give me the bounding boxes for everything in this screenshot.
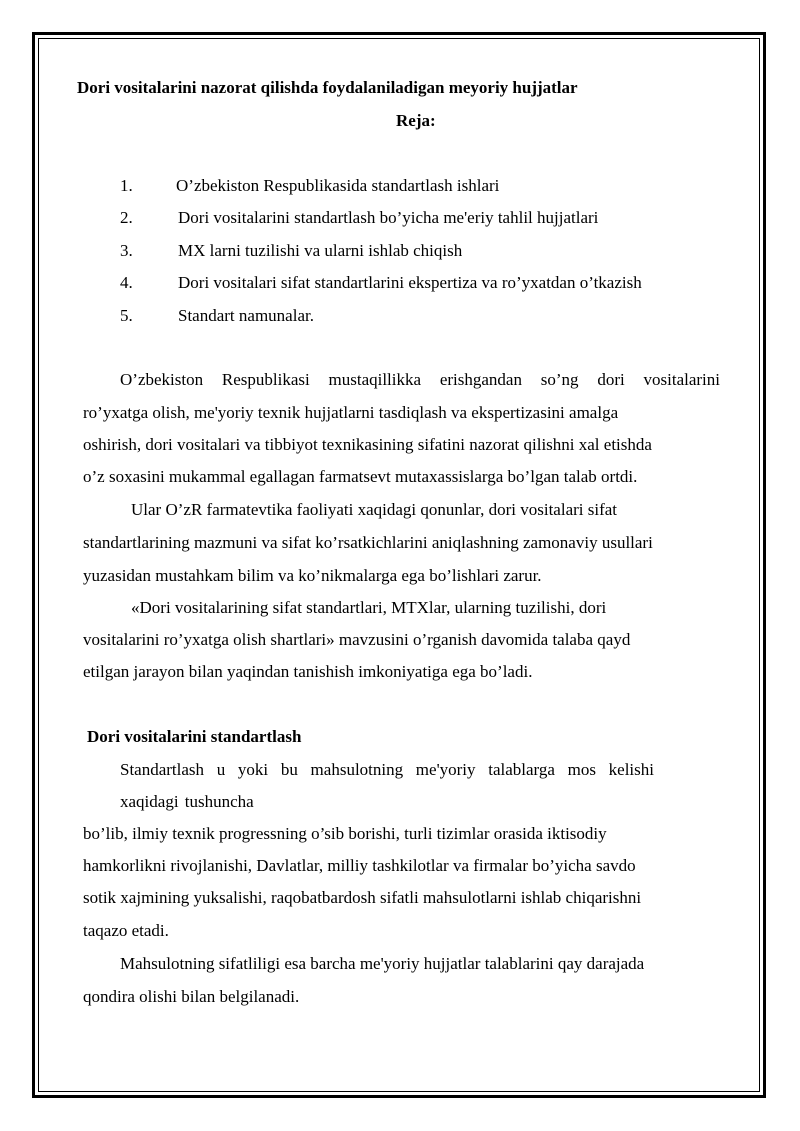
paragraph-line: standartlarining mazmuni va sifat ko’rsatkichlarini aniqlashning zamonaviy usullari — [83, 533, 653, 552]
paragraph-line: Ular O’zR farmatevtika faoliyati xaqidagi qonunlar, dori vositalari sifat — [131, 500, 618, 519]
section-heading: Dori vositalarini standartlash — [87, 727, 302, 746]
plan-item-number: 4. — [120, 273, 133, 292]
plan-item-text: Dori vositalari sifat standartlarini ekspertiza va ro’yxatdan o’tkazish — [178, 273, 642, 292]
paragraph-line: ro’yxatga olish, me'yoriy texnik hujjatlarni tasdiqlash va ekspertizasini amalga — [83, 403, 619, 422]
paragraph-line: vositalarini ro’yxatga olish shartlari» mavzusini o’rganish davomida talaba qayd — [83, 630, 631, 649]
paragraph-line: Standartlash u yoki bu mahsulotning me'yoriy talablarga mos kelishi — [120, 760, 654, 779]
plan-item-number: 1. — [120, 176, 133, 195]
paragraph-line: bo’lib, ilmiy texnik progressning o’sib borishi, turli tizimlar orasida iktisodiy — [83, 824, 607, 843]
paragraph-line: Mahsulotning sifatliligi esa barcha me'yoriy hujjatlar talablarini qay darajada — [120, 954, 645, 973]
paragraph-line: oshirish, dori vositalari va tibbiyot texnikasining sifatini nazorat qilishni xal etishda — [83, 435, 652, 454]
document-title: Dori vositalarini nazorat qilishda foydalaniladigan meyoriy hujjatlar — [77, 78, 578, 97]
paragraph-line: «Dori vositalarining sifat standartlari, MTXlar, ularning tuzilishi, dori — [131, 598, 607, 617]
paragraph-line: O’zbekiston Respublikasi mustaqillikka erishgandan so’ng dori vositalarini — [120, 370, 720, 389]
plan-item-text: Standart namunalar. — [178, 306, 314, 325]
plan-item-number: 2. — [120, 208, 133, 227]
plan-heading: Reja: — [396, 111, 436, 130]
plan-item-number: 5. — [120, 306, 133, 325]
paragraph-line: qondira olishi bilan belgilanadi. — [83, 987, 300, 1006]
plan-item-text: Dori vositalarini standartlash bo’yicha me'eriy tahlil hujjatlari — [178, 208, 599, 227]
paragraph-line: etilgan jarayon bilan yaqindan tanishish imkoniyatiga ega bo’ladi. — [83, 662, 533, 681]
plan-item-text: O’zbekiston Respublikasida standartlash ishlari — [176, 176, 500, 195]
paragraph-line: hamkorlikni rivojlanishi, Davlatlar, milliy tashkilotlar va firmalar bo’yicha savdo — [83, 856, 636, 875]
paragraph-line: taqazo etadi. — [83, 921, 169, 940]
paragraph-line: o’z soxasini mukammal egallagan farmatsevt mutaxassislarga bo’lgan talab ortdi. — [83, 467, 638, 486]
paragraph-line: sotik xajmining yuksalishi, raqobatbardosh sifatli mahsulotlarni ishlab chiqarishni — [83, 888, 642, 907]
paragraph-line: yuzasidan mustahkam bilim va ko’nikmalarga ega bo’lishlari zarur. — [83, 566, 542, 585]
paragraph-line: xaqidagi tushuncha — [120, 792, 254, 811]
plan-item-number: 3. — [120, 241, 133, 260]
plan-item-text: MX larni tuzilishi va ularni ishlab chiqish — [178, 241, 463, 260]
